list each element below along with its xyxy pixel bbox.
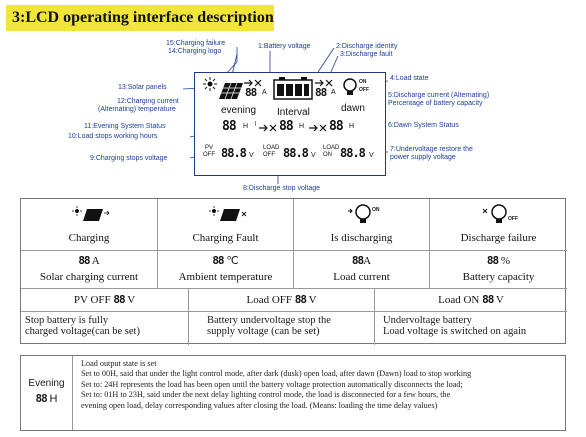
discharging-icon xyxy=(346,203,382,225)
cell-solar-current xyxy=(21,251,158,289)
load-off-label: LOAD xyxy=(263,145,280,151)
cell-pv-off xyxy=(21,289,189,345)
solar-current-digits: 88 xyxy=(78,254,90,267)
discharge-failure-icon xyxy=(482,203,520,225)
load-on-desc-2: Load voltage is switched on again xyxy=(383,326,527,337)
ann-dawn-status: 6:Dawn System Status xyxy=(388,122,459,129)
discharging-label: Is discharging xyxy=(330,232,393,244)
pv-off-unit: V xyxy=(249,152,254,159)
load-current-label: Load current xyxy=(333,271,390,283)
desc-line-1: Load output state is set xyxy=(81,359,157,368)
ann-charging-stop-voltage: 9:Charging stops voltage xyxy=(90,155,168,162)
load-on-unit: V xyxy=(369,152,374,159)
bulb-on-label: ON xyxy=(359,79,367,85)
battery-capacity-digits: 88 xyxy=(486,254,499,267)
desc-line-5: evening open load, delay corresponding values after closing the load. (Means: loading the time delay values) xyxy=(81,400,438,410)
solar-panel-icon xyxy=(219,83,243,99)
ann-load-stop-hours: 10:Load stops working hours xyxy=(68,133,158,140)
pv-label: PV xyxy=(205,145,214,151)
ann-discharge-identity: 2:Discharge identity xyxy=(336,43,398,50)
ann-temperature: (Alternating) temperature xyxy=(98,106,176,113)
charging-fault-icon xyxy=(208,205,248,221)
evening-legend-digits: 88 xyxy=(35,392,47,405)
load-off-desc-2: supply voltage (can be set) xyxy=(207,326,320,337)
desc-line-3: Set to: 24H represents the load has been open until the battery voltage protection automatically disconnects the load; xyxy=(81,379,463,389)
evening-legend-label: Evening xyxy=(28,378,65,389)
charging-label: Charging xyxy=(68,232,110,244)
evening-description-text xyxy=(81,359,563,411)
ann-charging-logo: 14:Charging logo xyxy=(168,48,222,55)
pv-off-table-unit: V xyxy=(127,294,136,306)
load-on-label: LOAD xyxy=(323,145,340,151)
ann-battery-voltage: 1:Battery voltage xyxy=(258,43,311,50)
discharge-current-digits: 88 xyxy=(315,86,327,99)
solar-current-label: Solar charging current xyxy=(39,271,139,283)
ann-undervoltage-restore: 7:Undervoltage restore the xyxy=(390,146,473,153)
desc-line-2: Set to 00H, said that under the light control mode, after dark (dusk) open load, after dawn (Dawn) load to stop working xyxy=(81,369,472,379)
load-on-table-digits: 88 xyxy=(482,293,494,306)
ambient-temp-label: Ambient temperature xyxy=(178,271,273,283)
solar-current-unit: A xyxy=(91,255,100,267)
battery-capacity-label: Battery capacity xyxy=(462,271,535,283)
load-on-table-unit: V xyxy=(495,294,504,306)
battery-icon xyxy=(273,76,313,100)
load-off-off-label: OFF xyxy=(263,152,275,158)
desc-line-4: Set to: 01H to 23H, said under the next delay lighting control mode, the load is disconnected for a few hours, the xyxy=(81,390,451,400)
icon-table xyxy=(20,198,566,344)
interval-hours-unit: H xyxy=(299,123,305,130)
ann-discharge-stop-voltage: 8:Discharge stop voltage xyxy=(243,185,321,192)
cell-charging-fault xyxy=(158,199,294,251)
discharging-on-tag: ON xyxy=(372,207,380,213)
charging-fault-label: Charging Fault xyxy=(192,232,259,244)
load-off-header: Load OFF xyxy=(246,294,292,306)
ann-battery-capacity: Percentage of battery capacity xyxy=(388,100,483,107)
load-on-on-label: ON xyxy=(323,152,332,158)
dawn-arrow-icon xyxy=(309,124,327,132)
charging-icon xyxy=(71,205,111,221)
interval-label: Interval xyxy=(277,107,310,118)
pv-off-desc-1: Stop battery is fully xyxy=(25,315,109,326)
pv-off-header: PV OFF xyxy=(73,294,111,306)
pv-off-digits: 88.8 xyxy=(221,146,246,160)
evening-description-box xyxy=(20,355,566,431)
dawn-hours-digits: 88 xyxy=(329,119,343,134)
battery-capacity-unit: % xyxy=(500,255,511,267)
load-off-digits: 88.8 xyxy=(283,146,308,160)
load-off-table-digits: 88 xyxy=(294,293,306,306)
cell-discharging xyxy=(294,199,430,251)
bulb-icon xyxy=(341,77,359,97)
ann-charging-current: 12:Charging current xyxy=(117,98,179,105)
pv-off-table-digits: 88 xyxy=(113,293,125,306)
ann-charging-failure: 15:Charging failure xyxy=(166,40,226,47)
load-off-desc-1: Battery undervoltage stop the xyxy=(207,315,331,326)
load-current-unit: A xyxy=(363,255,372,267)
sun-icon xyxy=(203,77,217,91)
charging-current-digits: 88 xyxy=(245,86,257,99)
lcd-display xyxy=(194,72,386,176)
discharge-failure-label: Discharge failure xyxy=(460,232,537,244)
cell-charging xyxy=(21,199,158,251)
load-current-digits: 88 xyxy=(351,254,364,267)
charging-current-unit: A xyxy=(262,89,267,96)
ann-discharge-fault: 3:Discharge fault xyxy=(340,51,393,58)
ann-load-state: 4:Load state xyxy=(390,75,429,82)
ann-supply-voltage: power supply voltage xyxy=(390,154,456,161)
evening-hours-unit: H xyxy=(243,123,249,130)
ambient-temp-digits: 88 xyxy=(212,254,224,267)
cell-ambient-temp xyxy=(158,251,294,289)
pv-off-label: OFF xyxy=(203,152,215,158)
evening-label: evening xyxy=(221,105,257,116)
pv-off-desc-2: charged voltage(can be set) xyxy=(25,326,140,337)
cell-battery-capacity xyxy=(430,251,567,289)
cell-discharge-failure xyxy=(430,199,567,251)
cell-load-off xyxy=(189,289,375,345)
load-on-digits: 88.8 xyxy=(340,146,365,160)
load-on-desc-1: Undervoltage battery xyxy=(383,315,472,326)
load-off-unit: V xyxy=(311,152,316,159)
ann-solar-panels: 13:Solar panels xyxy=(118,84,167,91)
page-title: 3:LCD operating interface description xyxy=(6,5,274,31)
discharge-failure-off-tag: OFF xyxy=(508,216,518,222)
dawn-label: dawn xyxy=(341,103,365,114)
evening-legend-unit: H xyxy=(49,393,58,405)
load-on-header: Load ON xyxy=(438,294,480,306)
cell-load-current xyxy=(294,251,430,289)
evening-hours-digits: 88 xyxy=(222,119,236,134)
load-arrow-icon xyxy=(259,124,277,132)
ambient-temp-unit: ℃ xyxy=(226,255,239,267)
evening-legend xyxy=(21,356,73,430)
load-off-table-unit: V xyxy=(308,294,317,306)
ann-evening-status: 11:Evening System Status xyxy=(84,123,166,130)
cell-load-on xyxy=(375,289,567,345)
discharge-current-unit: A xyxy=(331,89,336,96)
interval-hours-digits: 88 xyxy=(279,119,293,134)
ann-discharge-current: 5:Discharge current (Alternating) xyxy=(388,92,490,99)
bulb-off-label: OFF xyxy=(359,87,369,93)
dawn-hours-unit: H xyxy=(349,123,355,130)
